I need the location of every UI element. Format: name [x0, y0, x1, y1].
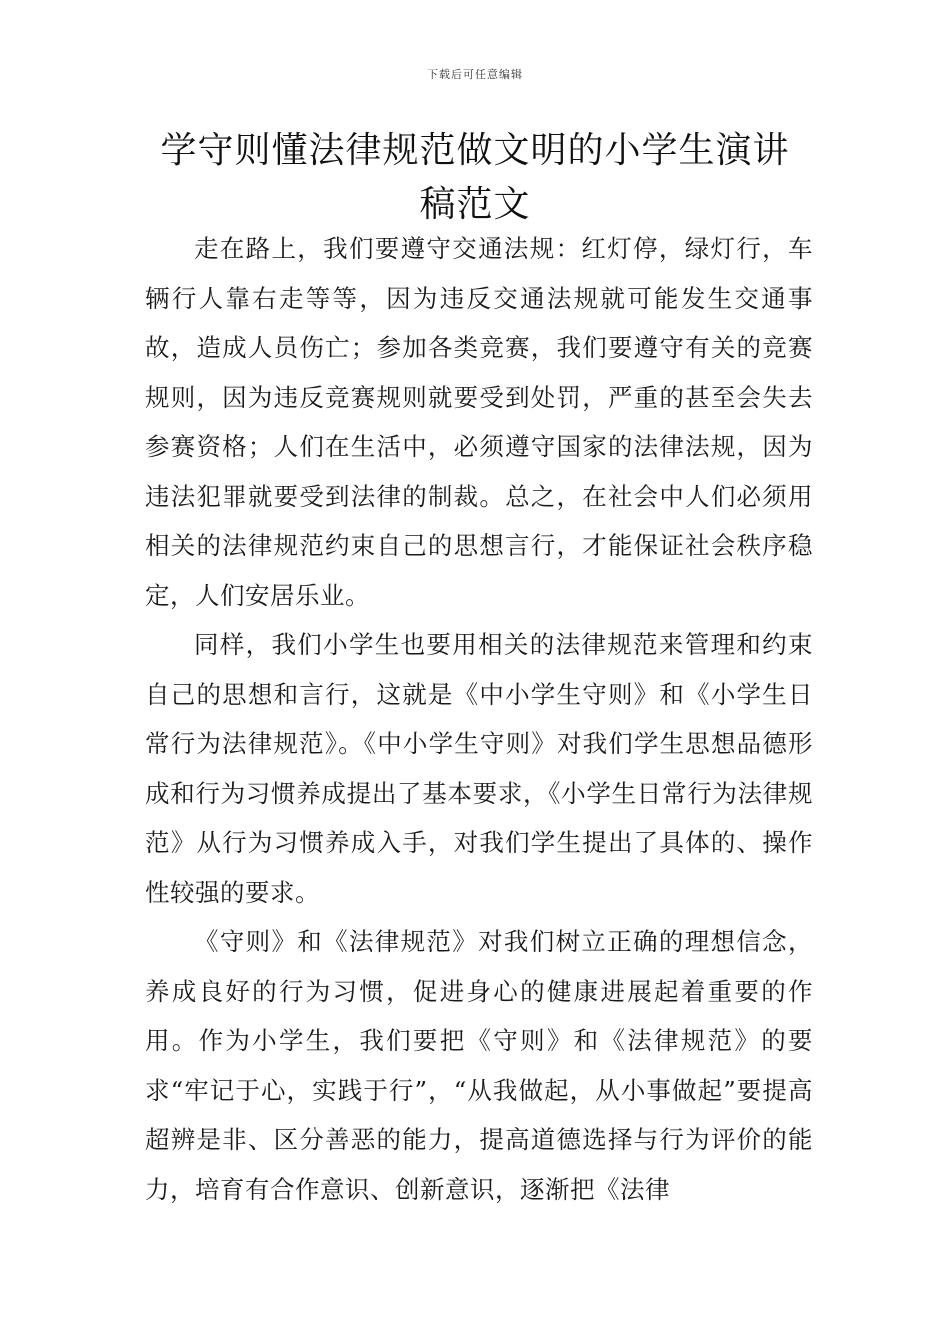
document-body — [145, 224, 813, 1214]
paragraph-2: 同样，我们小学生也要用相关的法律规范来管理和约束自己的思想和言行，这就是《中小学生守则》和《小学生日常行为法律规范》。《中小学生守则》对我们学生思想品德形成和行为习惯养成提出了基本要求，《小学生日常行为法律规范》从行为习惯养成入手，对我们学生提出了具体的、操作性较强的要求。 — [145, 630, 813, 907]
header-note: 下载后可任意编辑 — [427, 68, 523, 81]
paragraph-1: 走在路上，我们要遵守交通法规：红灯停，绿灯行，车辆行人靠右走等等，因为违反交通法规就可能发生交通事故，造成人员伤亡；参加各类竞赛，我们要遵守有关的竞赛规则，因为违反竞赛规则就要受到处罚，严重的甚至会失去参赛资格；人们在生活中，必须遵守国家的法律法规，因为违法犯罪就要受到法律的制裁。总之，在社会中人们必须用相关的法律规范约束自己的思想言行，才能保证社会秩序稳定，人们安居乐业。 — [145, 234, 813, 610]
document-title: 学守则懂法律规范做文明的小学生演讲稿范文 — [160, 130, 790, 225]
paragraph-3: 《守则》和《法律规范》对我们树立正确的理想信念，养成良好的行为习惯，促进身心的健康进展起着重要的作用。作为小学生，我们要把《守则》和《法律规范》的要求“牢记于心，实践于行”，“从我做起，从小事做起”要提高超辨是非、区分善恶的能力，提高道德选择与行为评价的能力，培育有合作意识、创新意识，逐渐把《法律 — [145, 927, 813, 1204]
